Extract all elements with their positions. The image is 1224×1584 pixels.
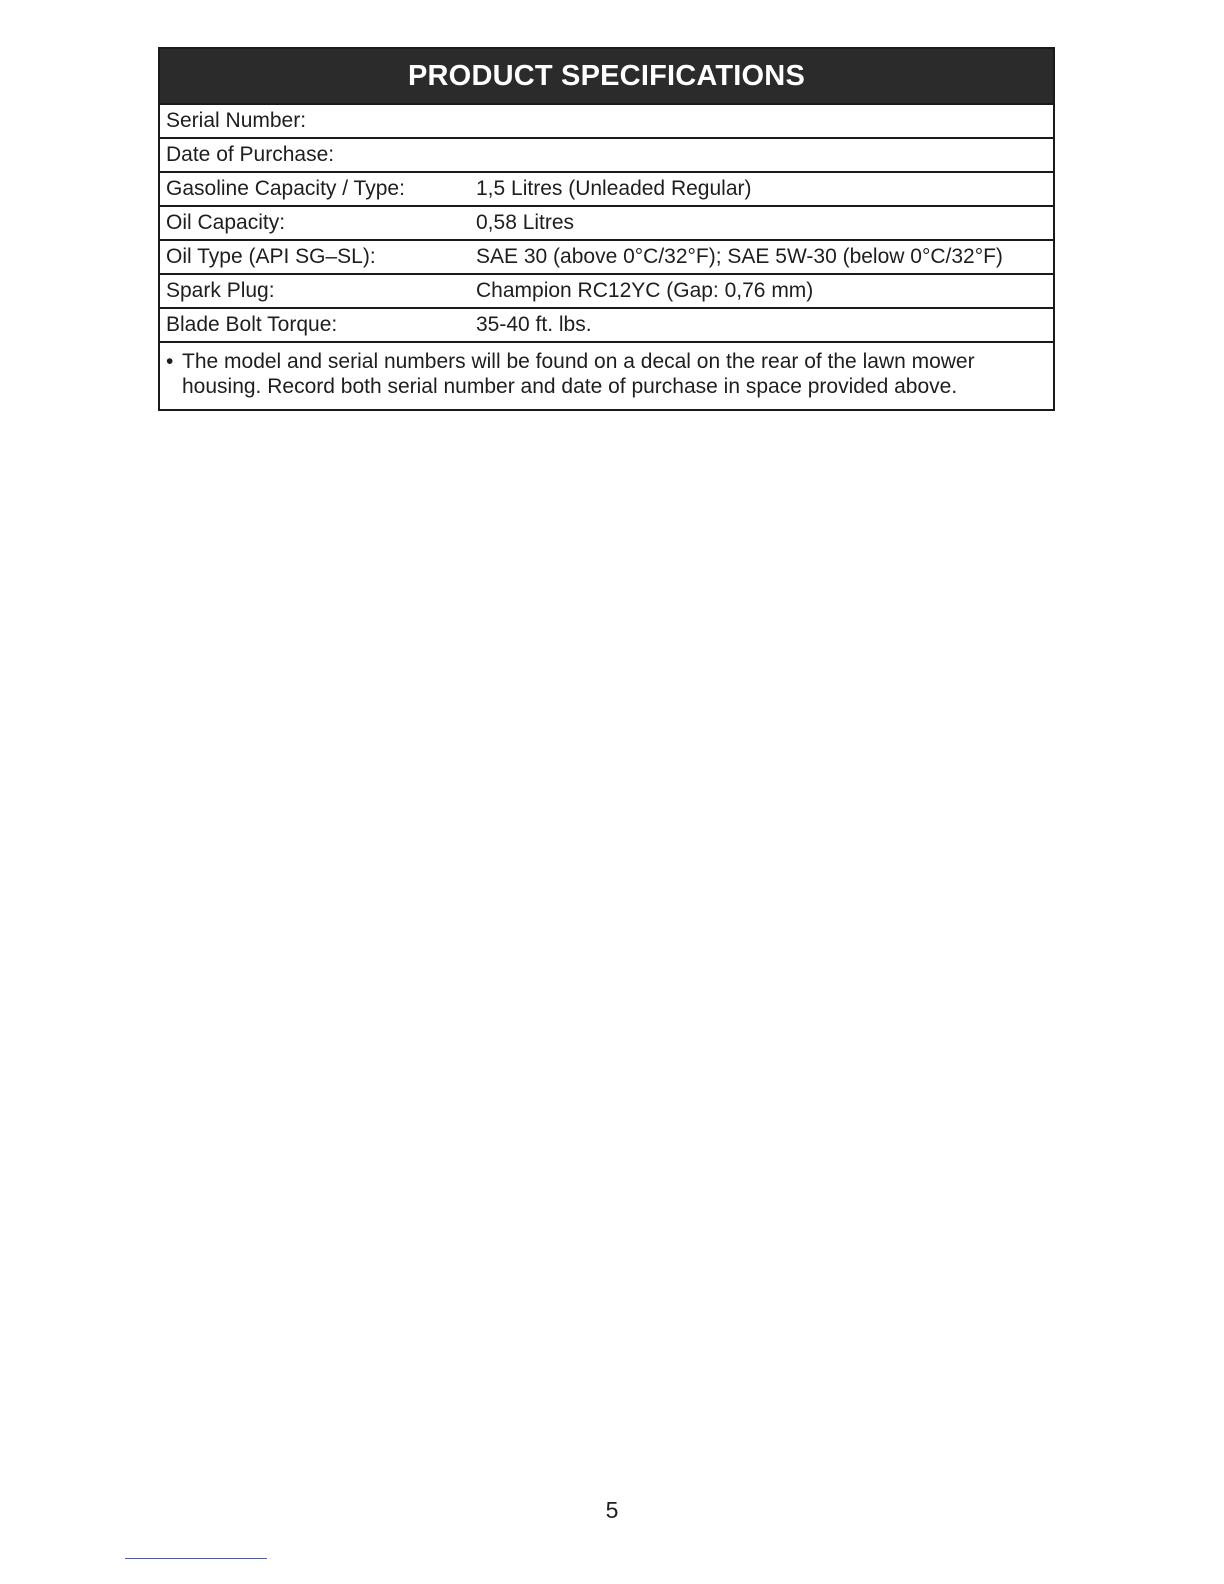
table-header (160, 49, 1053, 105)
spec-row-oil-capacity (160, 207, 1053, 241)
product-specifications-table (158, 47, 1055, 411)
spec-value: 1,5 Litres (Unleaded Regular) (476, 177, 752, 200)
spec-row-oil-type (160, 241, 1053, 275)
spec-value: SAE 30 (above 0°C/32°F); SAE 5W-30 (below 0°C/32°F) (476, 245, 1003, 268)
spec-row-spark-plug (160, 275, 1053, 309)
spec-label: Serial Number: (166, 109, 307, 132)
spec-row-serial-number (160, 105, 1053, 139)
spec-label: Date of Purchase: (166, 143, 335, 166)
spec-row-blade-bolt-torque (160, 309, 1053, 343)
footer-divider (125, 1558, 267, 1559)
spec-row-date-of-purchase (160, 139, 1053, 173)
spec-label: Spark Plug: (166, 279, 275, 302)
table-title: PRODUCT SPECIFICATIONS (408, 59, 805, 92)
spec-value: 0,58 Litres (476, 211, 575, 234)
spec-label: Oil Type (API SG–SL): (166, 245, 376, 268)
spec-label: Oil Capacity: (166, 211, 286, 234)
spec-note (160, 343, 1053, 409)
bullet-icon: • (166, 350, 174, 373)
page-number: 5 (605, 1497, 619, 1523)
spec-label: Blade Bolt Torque: (166, 313, 338, 336)
spec-value: Champion RC12YC (Gap: 0,76 mm) (476, 279, 814, 302)
note-text: The model and serial numbers will be found on a decal on the rear of the lawn mower housing. Record both serial number and date of purchase in space provided above. (182, 350, 975, 398)
spec-value: 35-40 ft. lbs. (476, 313, 592, 336)
spec-label: Gasoline Capacity / Type: (166, 177, 405, 200)
spec-row-gasoline-capacity (160, 173, 1053, 207)
